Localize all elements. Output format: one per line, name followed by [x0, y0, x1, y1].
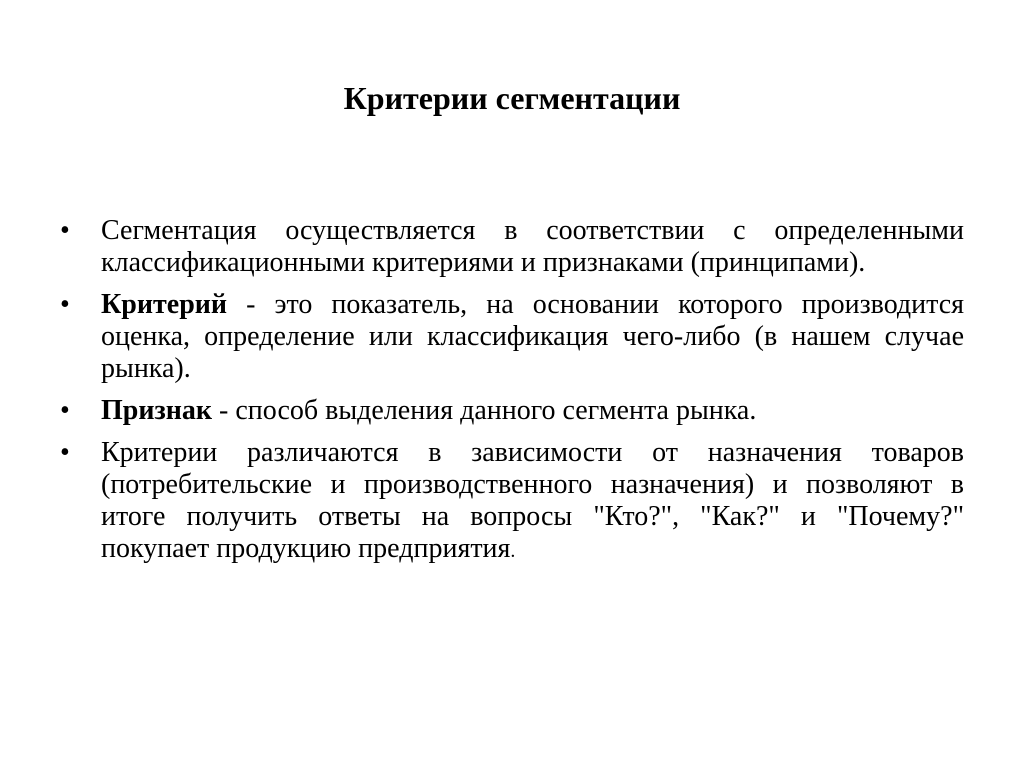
list-item [60, 215, 964, 279]
bullet-text: - это показатель, на основании которого производится оценка, определение или классификация чего-либо (в нашем случае рынка). [101, 289, 964, 384]
trailing-period: . [510, 540, 516, 562]
list-item [60, 437, 964, 567]
term-criterion: Критерий [101, 289, 228, 320]
slide-title: Критерии сегментации [343, 80, 681, 116]
term-sign: Признак [101, 395, 213, 426]
bullet-text: Сегментация осуществляется в соответствии с определенными классификационными критериями и признаками (принципами). [101, 215, 964, 278]
bullet-list [60, 215, 964, 577]
bullet-text: - способ выделения данного сегмента рынка. [212, 395, 757, 426]
bullet-icon: • [60, 289, 70, 320]
bullet-text: Критерии различаются в зависимости от назначения товаров (потребительские и производственного назначения) и позволяют в итоге получить ответы на вопросы "Кто?", "Как?" и "Почему?" покупает продукцию предприятия [101, 437, 964, 564]
list-item [60, 395, 964, 427]
bullet-icon: • [60, 437, 70, 468]
bullet-icon: • [60, 395, 70, 426]
bullet-icon: • [60, 215, 70, 246]
list-item [60, 289, 964, 385]
